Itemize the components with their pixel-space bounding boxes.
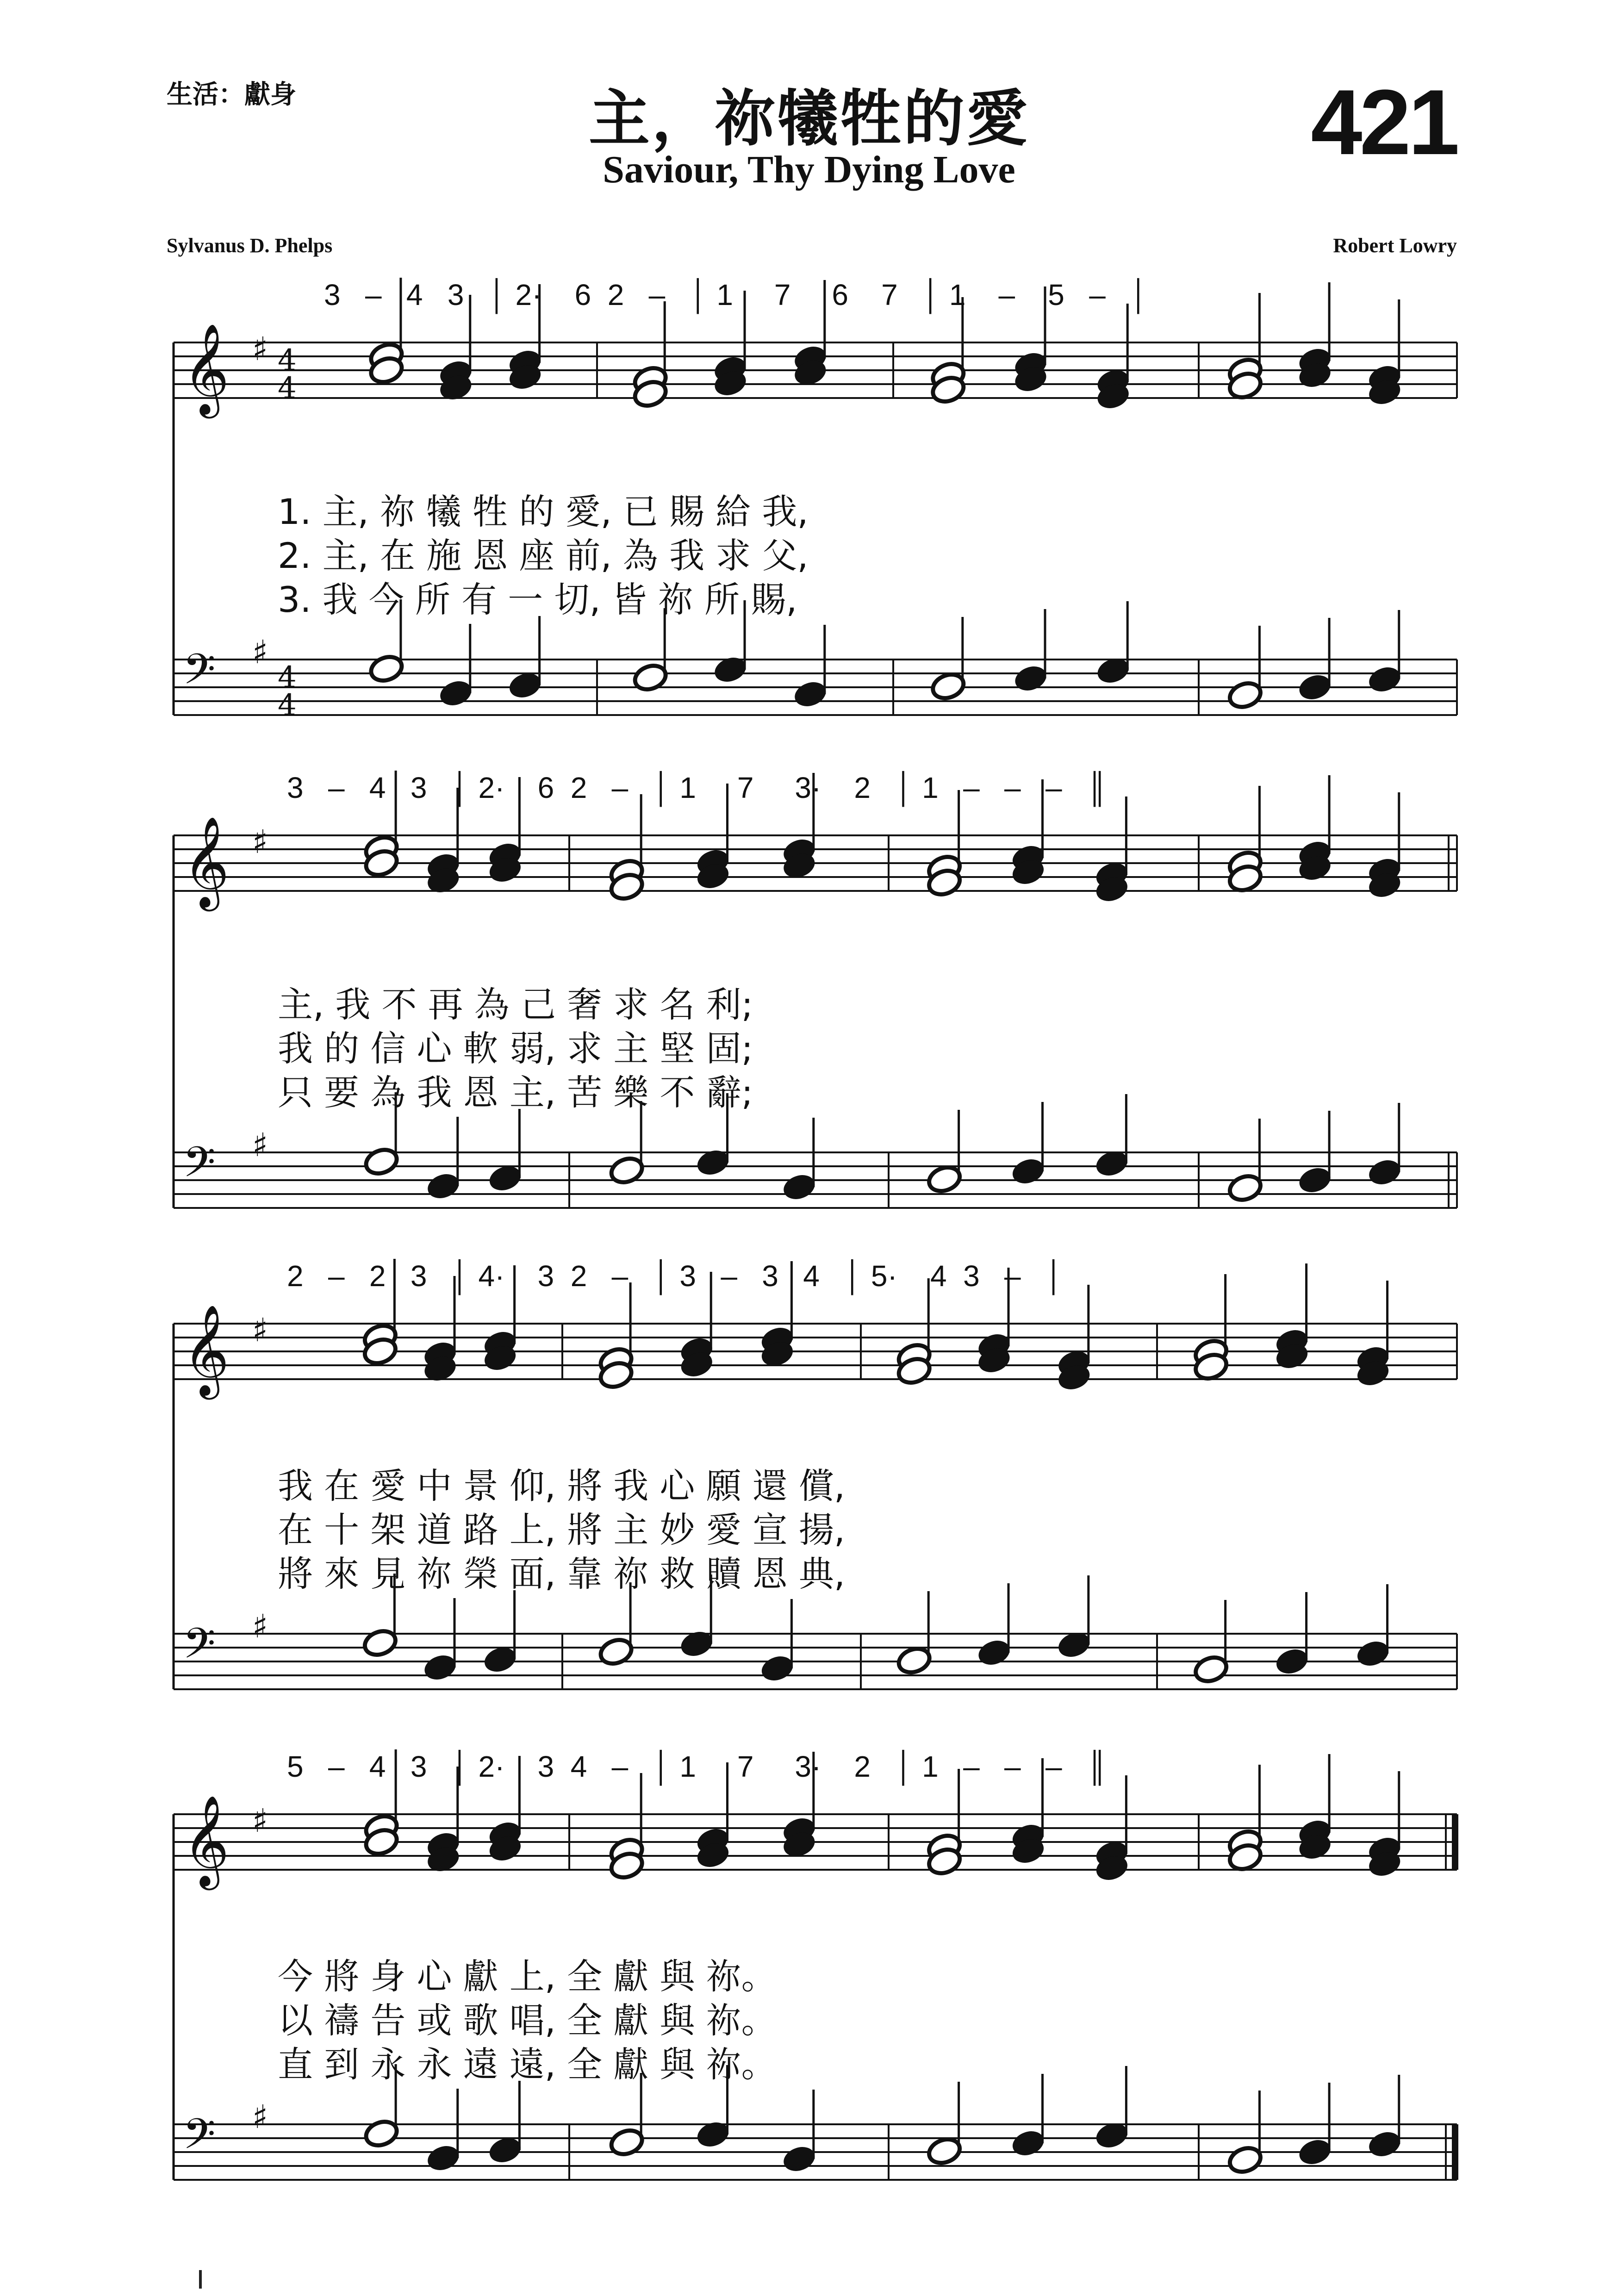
notehead: [1366, 2128, 1403, 2160]
music-glyph: ♯: [252, 1126, 268, 1164]
notehead: [1009, 2128, 1046, 2159]
page-edge-mark: [199, 2270, 202, 2289]
notehead: [1296, 672, 1333, 703]
lyric-line-3-verse-1: 我 在 愛 中 景 仰, 將 我 心 願 還 償,: [278, 1465, 846, 1506]
lyric-line-1-verse-1: 1. 主, 祢 犧 牲 的 愛, 已 賜 給 我,: [278, 491, 809, 532]
music-glyph: ♯: [252, 1607, 268, 1645]
composer-credit: Robert Lowry: [1333, 234, 1457, 257]
music-glyph: ♯: [252, 2098, 268, 2136]
music-glyph: 4: [278, 660, 297, 695]
music-glyph: ♯: [252, 330, 268, 368]
music-glyph: 𝄢: [183, 645, 216, 704]
music-glyph: ♯: [252, 823, 268, 861]
music-glyph: ♯: [252, 1802, 268, 1840]
lyricist-credit: Sylvanus D. Phelps: [167, 234, 333, 257]
music-glyph: 4: [278, 343, 297, 378]
lyric-line-1-verse-2: 2. 主, 在 施 恩 座 前, 為 我 求 父,: [278, 535, 809, 576]
notehead: [486, 2134, 523, 2166]
lyric-line-3-verse-2: 在 十 架 道 路 上, 將 主 妙 愛 宣 揚,: [278, 1509, 846, 1550]
lyric-line-4-verse-1: 今 將 身 心 獻 上, 全 獻 與 祢。: [278, 1956, 777, 1997]
music-glyph: 𝄞: [183, 816, 230, 908]
jianpu-line-2: 3 – 4 3 │ 2· 6 2 – │ 1 7 3· 2 │ 1 – – – ║: [287, 771, 1108, 804]
lyric-line-4-verse-3: 直 到 永 永 遠 遠, 全 獻 與 祢。: [278, 2044, 777, 2085]
music-glyph: 𝄢: [183, 2109, 216, 2169]
music-glyph: ♯: [252, 1311, 268, 1349]
jianpu-line-4: 5 – 4 3 │ 2· 3 4 – │ 1 7 3· 2 │ 1 – – – ║: [287, 1750, 1108, 1783]
notehead: [781, 2143, 818, 2175]
lyric-line-4-verse-2: 以 禱 告 或 歌 唱, 全 獻 與 祢。: [278, 2000, 777, 2041]
music-glyph: 𝄢: [183, 1619, 216, 1678]
music-glyph: 4: [278, 688, 297, 722]
jianpu-line-1: 3 – 4 3 │ 2· 6 2 – │ 1 7 6 7 │ 1 – 5 – │: [324, 278, 1149, 311]
hymn-title-chinese: 主，祢犧牲的愛: [589, 83, 1029, 155]
notehead: [361, 1627, 398, 1659]
notehead: [1273, 1646, 1310, 1677]
notehead: [759, 1653, 796, 1684]
notehead: [1354, 1638, 1391, 1669]
notehead: [422, 1652, 459, 1683]
notehead: [1226, 2144, 1263, 2176]
lyric-line-3-verse-3: 將 來 見 祢 榮 面, 靠 祢 救 贖 恩 典,: [278, 1553, 846, 1594]
lyric-line-2-verse-2: 我 的 信 心 軟 弱, 求 主 堅 固;: [278, 1028, 753, 1069]
lyric-line-2-verse-3: 只 要 為 我 恩 主, 苦 樂 不 辭;: [278, 1072, 753, 1113]
notehead: [368, 653, 405, 684]
music-glyph: ♯: [252, 633, 268, 671]
notehead: [976, 1637, 1013, 1668]
notehead: [425, 2142, 462, 2174]
notehead: [792, 678, 829, 710]
notehead: [363, 1146, 400, 1177]
notehead: [597, 1636, 635, 1668]
notehead: [1296, 2136, 1333, 2168]
notehead: [1296, 1164, 1333, 1196]
notehead: [437, 678, 474, 709]
notehead: [632, 662, 669, 693]
music-glyph: 𝄞: [183, 1304, 230, 1396]
notehead: [425, 1170, 462, 1202]
notehead: [608, 2127, 645, 2158]
notehead: [486, 1163, 523, 1194]
notehead: [1009, 1156, 1046, 1187]
hymn-title-english: Saviour, Thy Dying Love: [603, 148, 1015, 191]
music-glyph: 𝄢: [183, 1138, 216, 1197]
music-glyph: 4: [278, 371, 297, 405]
lyric-line-1-verse-3: 3. 我 今 所 有 一 切, 皆 祢 所 賜,: [278, 579, 797, 620]
notehead: [1226, 1172, 1263, 1204]
notehead: [926, 1164, 963, 1195]
notehead: [1366, 1157, 1403, 1188]
notehead: [1192, 1654, 1229, 1685]
hymn-number: 421: [1311, 71, 1457, 174]
notehead: [1012, 663, 1049, 694]
notehead: [363, 2118, 400, 2149]
music-glyph: 𝄞: [183, 1795, 230, 1886]
lyric-line-2-verse-1: 主, 我 不 再 為 己 奢 求 名 利;: [278, 984, 753, 1025]
notehead: [506, 670, 543, 701]
notehead: [608, 1155, 645, 1186]
notehead: [926, 2135, 963, 2167]
notehead: [781, 1171, 818, 1203]
notehead: [481, 1644, 518, 1675]
music-glyph: 𝄞: [183, 323, 230, 415]
notehead: [896, 1645, 933, 1676]
notehead: [930, 671, 967, 702]
notehead: [1226, 679, 1263, 711]
category-label: 生活：獻身: [167, 80, 296, 110]
jianpu-line-3: 2 – 2 3 │ 4· 3 2 – │ 3 – 3 4 │ 5· 4 3 – │: [287, 1259, 1064, 1293]
notehead: [1366, 664, 1403, 695]
